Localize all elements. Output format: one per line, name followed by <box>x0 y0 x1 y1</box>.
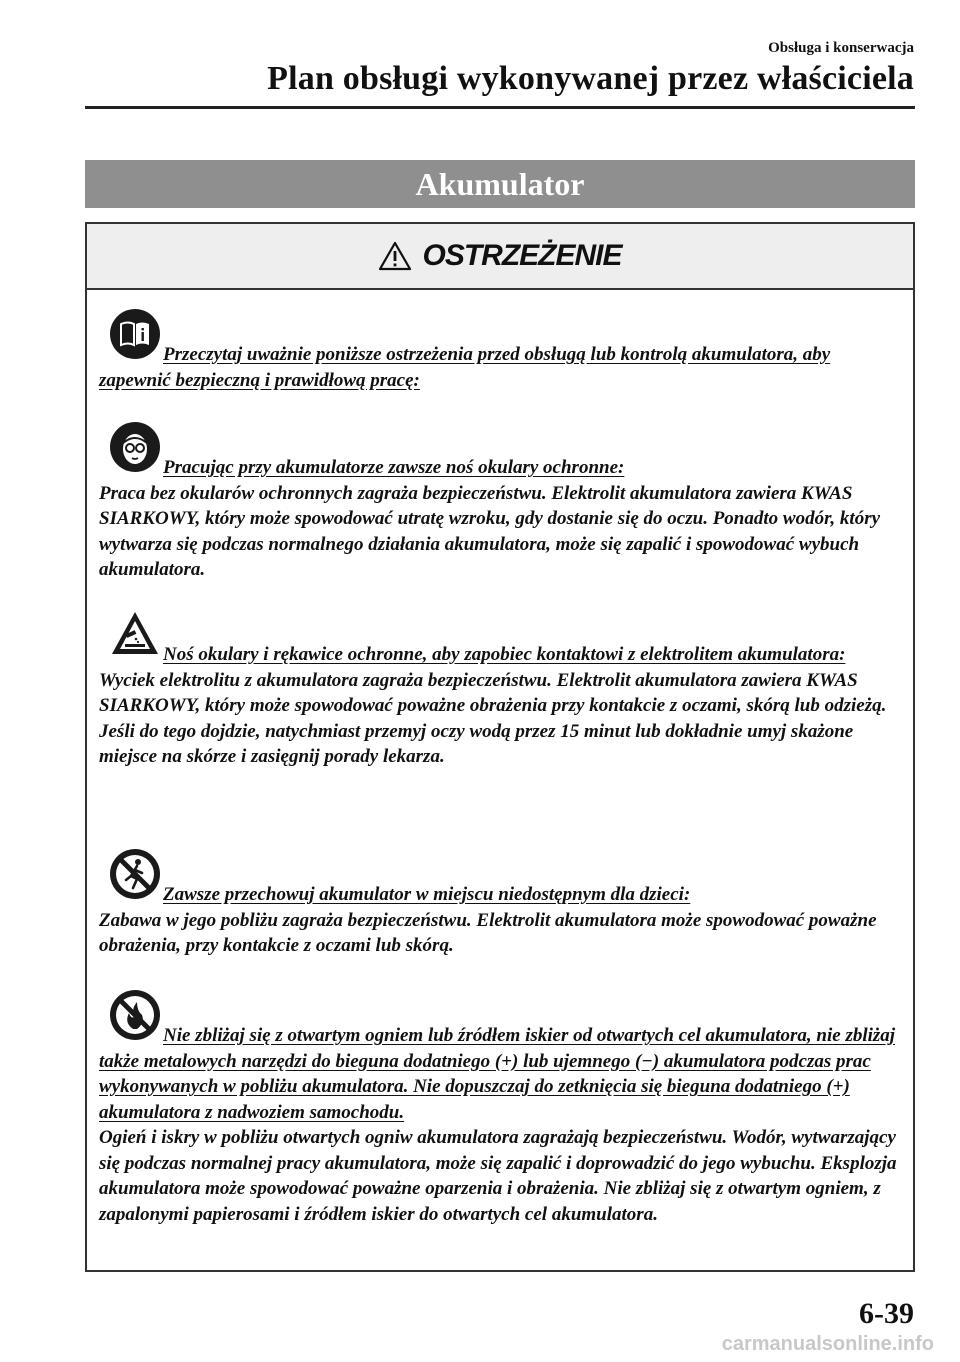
no-open-flame-icon <box>109 989 161 1041</box>
page-number: 6-39 <box>859 1297 914 1330</box>
warning-title: OSTRZEŻENIE <box>422 239 622 272</box>
warning-item-read-manual <box>99 308 903 393</box>
watermark: carmanualsonline.info <box>721 1333 934 1355</box>
item-body: Wyciek elektrolitu z akumulatora zagraża bezpieczeństwu. Elektrolit akumulatora zawiera KWAS SIARKOWY, który może spowodować poważne obrażenia przy kontakcie z oczami, skórą lub odzieżą. Jeśli do tego dojdzie, natychmiast przemyj oczy wodą przez 15 minut lub dokładnie umyj skażone miejsce na skórze i zasięgnij porady lekarza. <box>99 669 887 767</box>
warning-item-gloves <box>99 608 903 770</box>
warning-item-goggles <box>99 421 903 583</box>
safety-goggles-icon <box>109 421 161 473</box>
keep-away-children-icon <box>109 848 161 900</box>
item-heading: Nie zbliżaj się z otwartym ogniem lub źródłem iskier od otwartych cel akumulatora, nie zbliżaj także metalowych narzędzi do bieguna dodatniego (+) lub ujemnego (−) akumulatora podczas prac wykonywanych w pobliżu akumulatora. Nie dopuszczaj do zetknięcia się bieguna dodatniego (+) akumulatora z nadwoziem samochodu. <box>99 1025 896 1123</box>
section-title-bar: Akumulator <box>85 160 915 208</box>
warning-triangle-icon <box>378 241 412 271</box>
item-heading: Noś okulary i rękawice ochronne, aby zapobiec kontaktowi z elektrolitem akumulatora: <box>163 644 846 665</box>
page-title: Plan obsługi wykonywanej przez właściciela <box>267 60 914 97</box>
item-body: Zabawa w jego pobliżu zagraża bezpieczeństwu. Elektrolit akumulatora może spowodować poważne obrażenia, przy kontakcie z oczami lub skórą. <box>99 909 877 956</box>
item-body: Ogień i iskry w pobliżu otwartych ogniw akumulatora zagrażają bezpieczeństwu. Wodór, wytwarzający się podczas normalnej pracy akumulatora, może się zapalić i doprowadzić do jego wybuchu. Eksplozja akumulatora może spowodować poważne oparzenia i obrażenia. Nie zbliżaj się z otwartym ogniem, z zapalonymi papierosami i źródłem iskier do otwartych cel akumulatora. <box>99 1127 897 1225</box>
header-section-label: Obsługa i konserwacja <box>768 40 914 56</box>
warning-box <box>85 222 915 1272</box>
header-rule <box>85 106 915 109</box>
item-heading: Zawsze przechowuj akumulator w miejscu niedostępnym dla dzieci: <box>163 884 691 905</box>
corrosive-acid-icon <box>109 608 161 660</box>
warning-header <box>87 224 913 290</box>
item-heading: Pracując przy akumulatorze zawsze noś okulary ochronne: <box>163 457 625 478</box>
warning-item-children <box>99 848 903 959</box>
item-body: Praca bez okularów ochronnych zagraża bezpieczeństwu. Elektrolit akumulatora zawiera KWAS SIARKOWY, który może spowodować utratę wzroku, gdy dostanie się do oczu. Ponadto wodór, który wytwarza się podczas normalnego działania akumulatora, może się zapalić i spowodować wybuch akumulatora. <box>99 482 881 580</box>
manual-book-icon <box>109 308 161 360</box>
warning-item-no-flame <box>99 989 903 1227</box>
item-heading: Przeczytaj uważnie poniższe ostrzeżenia przed obsługą lub kontrolą akumulatora, aby zapewnić bezpieczną i prawidłową pracę: <box>99 344 831 391</box>
